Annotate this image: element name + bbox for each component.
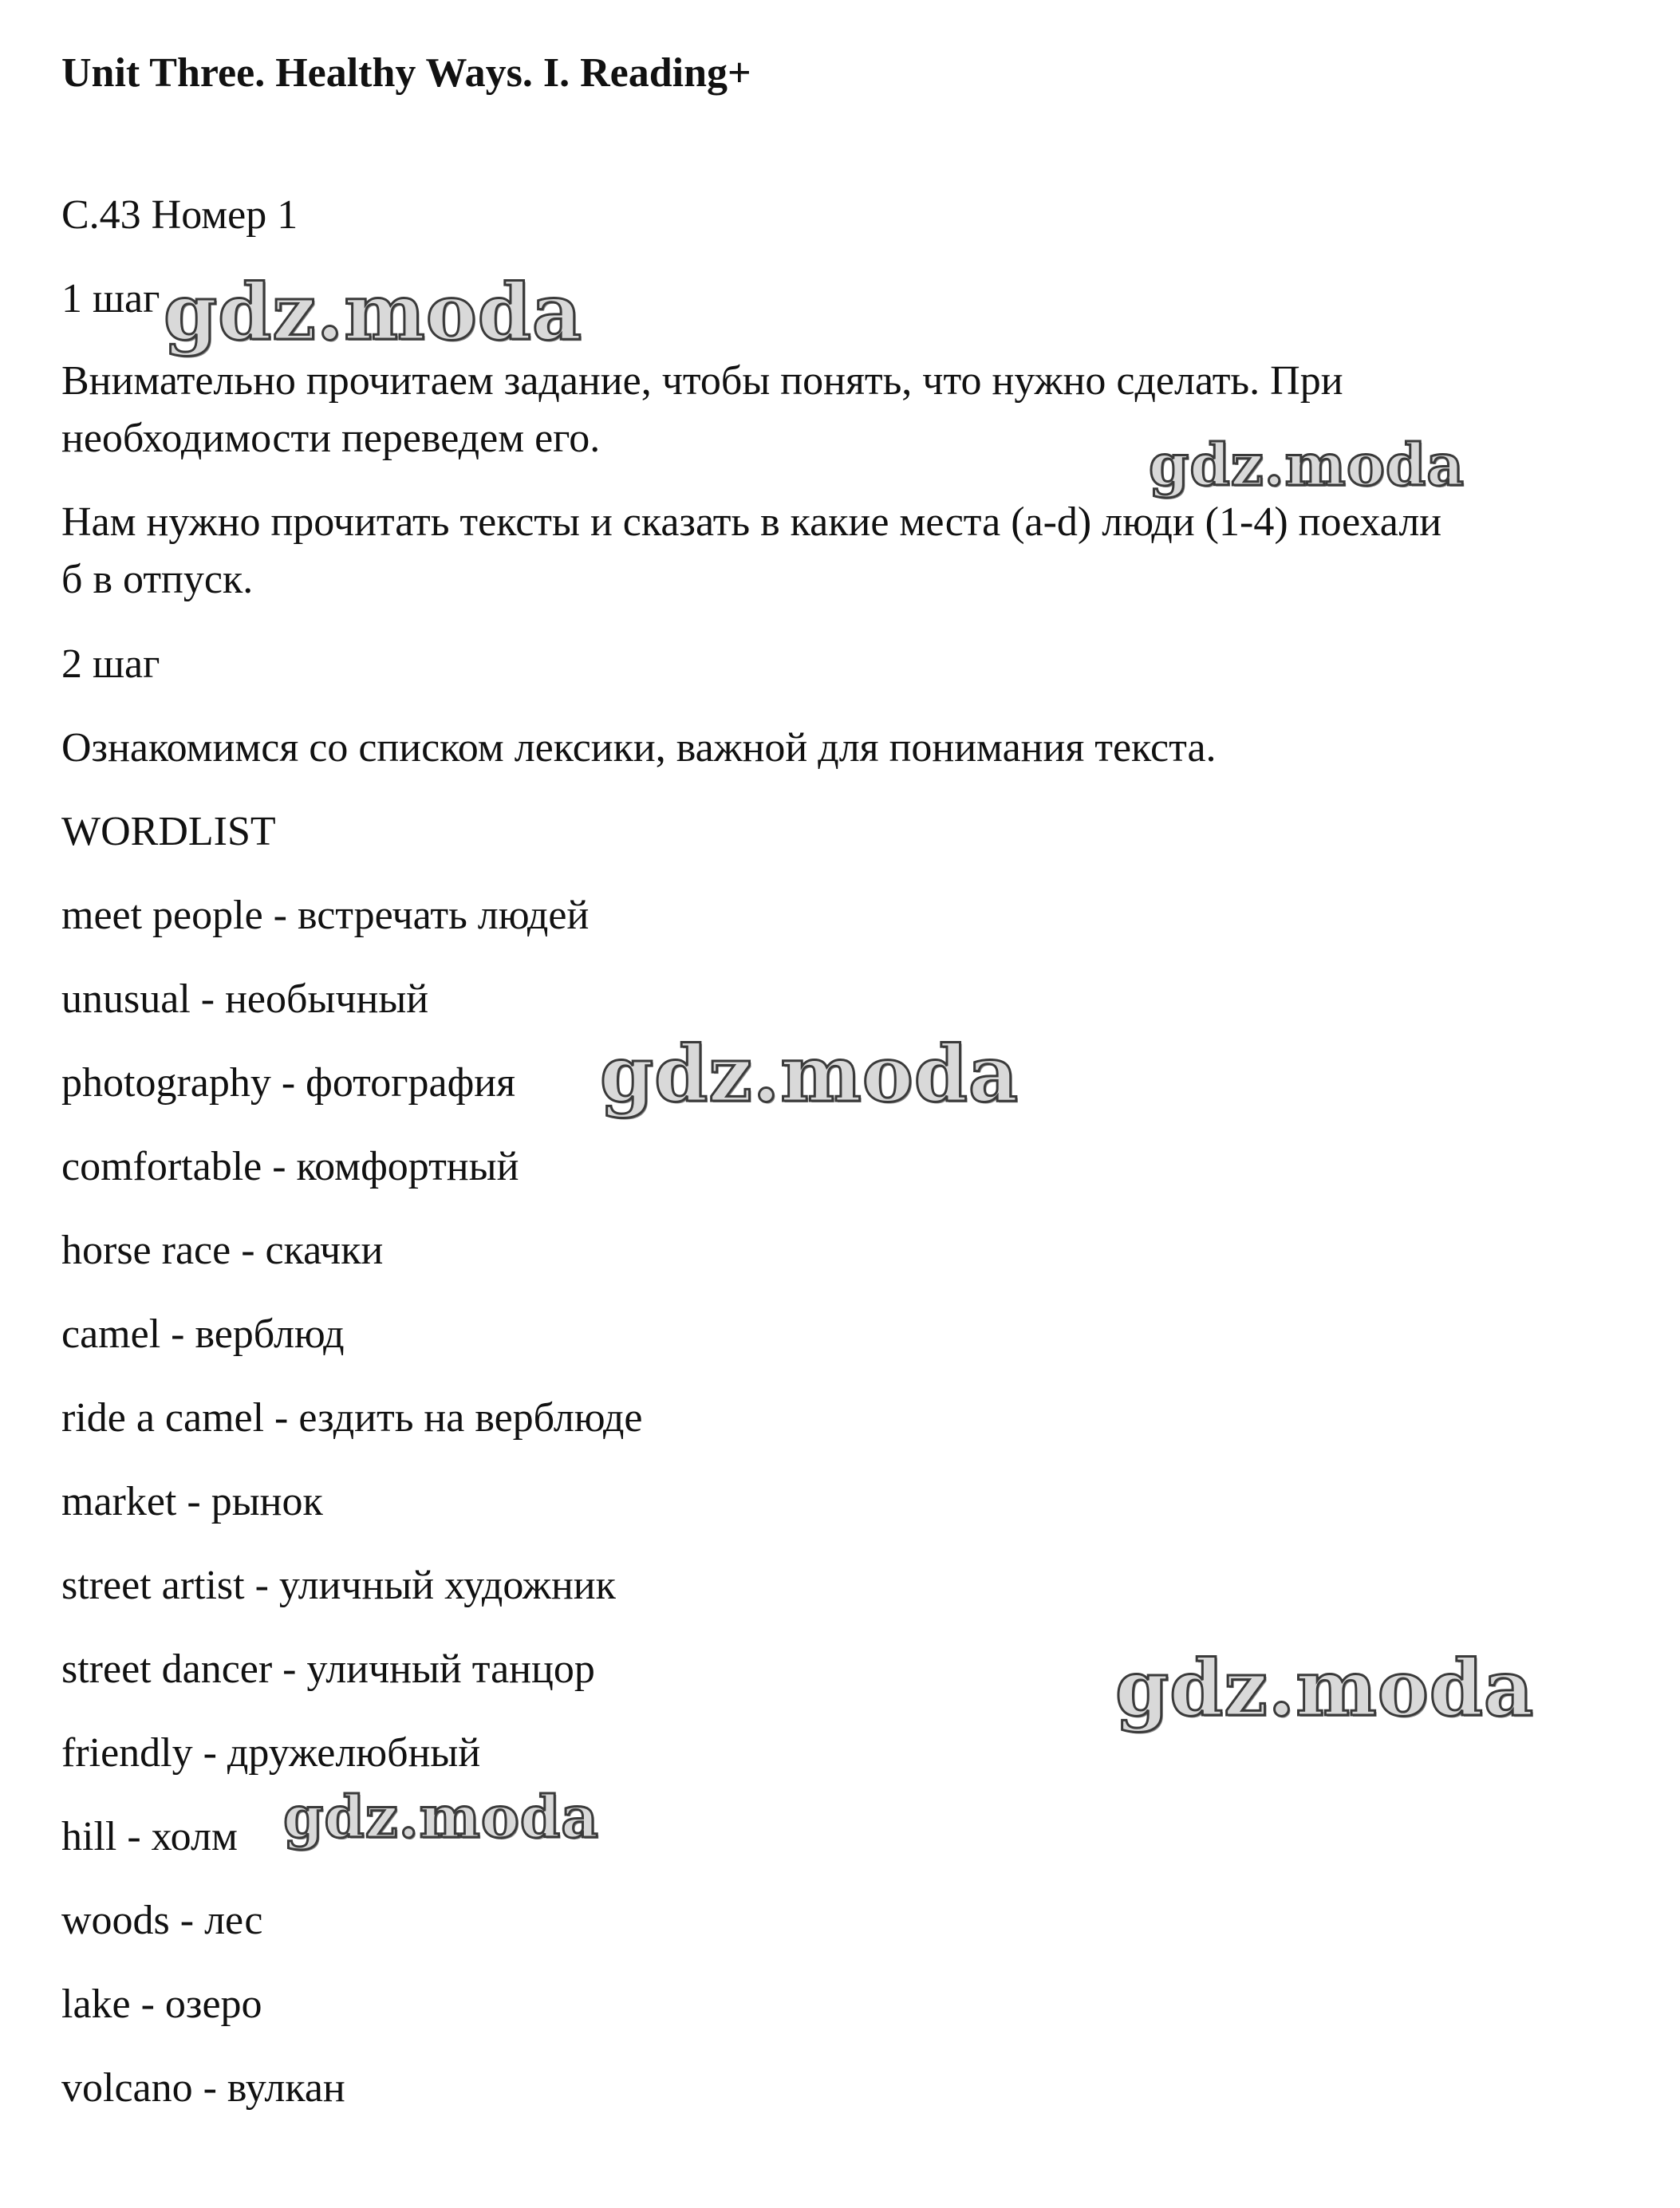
page-reference: С.43 Номер 1 bbox=[61, 192, 298, 238]
watermark: gdz.moda bbox=[283, 1783, 599, 1851]
wordlist-item: meet people - встречать людей bbox=[61, 893, 590, 938]
wordlist-item: street dancer - уличный танцор bbox=[61, 1646, 595, 1692]
wordlist-item: photography - фотография bbox=[61, 1060, 516, 1106]
step-1-text-line-1: Внимательно прочитаем задание, чтобы понять, что нужно сделать. При bbox=[61, 358, 1343, 404]
step-2-label: 2 шаг bbox=[61, 641, 160, 687]
wordlist-item: volcano - вулкан bbox=[61, 2065, 345, 2111]
wordlist-item: lake - озеро bbox=[61, 1981, 262, 2027]
wordlist-item: market - рынок bbox=[61, 1479, 323, 1524]
wordlist-item: ride a camel - ездить на верблюде bbox=[61, 1395, 643, 1441]
task-text-line-1: Нам нужно прочитать тексты и сказать в какие места (a-d) люди (1-4) поехали bbox=[61, 499, 1442, 545]
wordlist-item: hill - холм bbox=[61, 1814, 238, 1859]
watermark: gdz.moda bbox=[1149, 431, 1465, 499]
step-1-label: 1 шаг bbox=[61, 276, 160, 321]
wordlist-item: comfortable - комфортный bbox=[61, 1144, 519, 1189]
wordlist-item: unusual - необычный bbox=[61, 976, 429, 1022]
wordlist-item: camel - верблюд bbox=[61, 1311, 345, 1357]
wordlist-heading: WORDLIST bbox=[61, 809, 276, 854]
wordlist-item: friendly - дружелюбный bbox=[61, 1730, 481, 1776]
task-text-line-2: б в отпуск. bbox=[61, 557, 254, 602]
step-2-text: Ознакомимся со списком лексики, важной для понимания текста. bbox=[61, 725, 1217, 771]
wordlist-item: woods - лес bbox=[61, 1898, 263, 1943]
step-1-text-line-2: необходимости переведем его. bbox=[61, 416, 601, 461]
wordlist-item: street artist - уличный художник bbox=[61, 1563, 616, 1608]
page-title: Unit Three. Healthy Ways. I. Reading+ bbox=[61, 50, 751, 96]
watermark: gdz.moda bbox=[164, 267, 583, 357]
watermark: gdz.moda bbox=[1115, 1643, 1535, 1733]
wordlist-item: horse race - скачки bbox=[61, 1228, 384, 1273]
watermark: gdz.moda bbox=[600, 1029, 1019, 1119]
